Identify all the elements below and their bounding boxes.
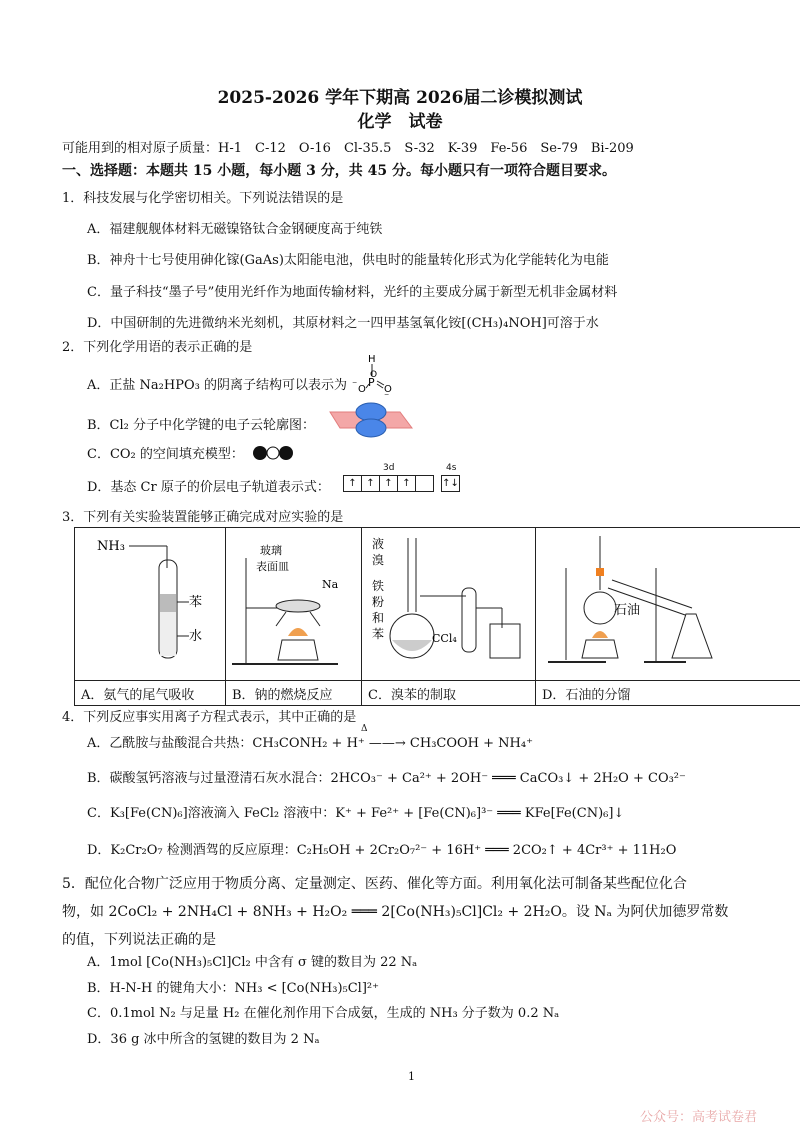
water-layer — [160, 612, 176, 656]
q2-option-c: C．CO₂ 的空间填充模型： — [87, 447, 244, 462]
section-heading: 一、选择题：本题共 15 小题，每小题 3 分，共 45 分。每小题只有一项符合题目要求。 — [62, 163, 616, 179]
lobe-top — [356, 403, 386, 421]
struct-p: P — [368, 376, 375, 389]
apparatus-table — [74, 527, 800, 706]
label-iron3: 和 — [372, 611, 385, 625]
apparatus-b-figure — [226, 528, 361, 676]
watch-glass — [276, 600, 320, 612]
orbital-box: ↑ — [397, 475, 415, 492]
q5-stem-line3: 的值，下列说法正确的是 — [62, 932, 216, 948]
atomic-masses: 可能用到的相对原子质量：H-1 C-12 O-16 Cl-35.5 S-32 K-39 Fe-56 Se-79 Bi-209 — [62, 141, 634, 156]
struct-minus2: ⁻ — [384, 392, 390, 402]
q4-option-b: B．碳酸氢钙溶液与过量澄清石灰水混合：2HCO₃⁻ + Ca²⁺ + 2OH⁻ ═══ CaCO₃↓ + 2H₂O + CO₃²⁻ — [87, 771, 686, 786]
phosphite-structure — [350, 352, 420, 402]
label-liquid2: 溴 — [372, 553, 385, 567]
label-na: Na — [322, 578, 339, 591]
electron-cloud-figure — [326, 398, 416, 442]
struct-o-top: O — [370, 370, 378, 380]
q2-stem: 2．下列化学用语的表示正确的是 — [62, 340, 253, 355]
q2-option-a: A．正盐 Na₂HPO₃ 的阴离子结构可以表示为 — [87, 378, 347, 393]
stopper — [596, 568, 604, 576]
label-benzene: 苯 — [189, 595, 203, 610]
o-atom-right — [279, 446, 293, 460]
apparatus-d-figure — [536, 528, 800, 676]
label-oil: 石油 — [614, 603, 641, 618]
q4-option-d: D．K₂Cr₂O₇ 检测酒驾的反应原理：C₂H₅OH + 2Cr₂O₇²⁻ + 16H⁺ ═══ 2CO₂↑ + 4Cr³⁺ + 11H₂O — [87, 843, 677, 858]
alcohol-lamp — [278, 640, 318, 660]
q3-stem: 3．下列有关实验装置能够正确完成对应实验的是 — [62, 510, 344, 525]
label-glass1: 玻璃 — [260, 544, 282, 557]
exam-subtitle: 化学 试卷 — [357, 112, 443, 132]
orbital-label-4s: 4s — [446, 463, 457, 473]
apparatus-b — [226, 528, 362, 681]
benzene-layer — [160, 594, 176, 612]
orbital-diagram-3d — [343, 475, 434, 492]
orbital-label-3d: 3d — [383, 463, 395, 473]
orbital-box: ↑ — [379, 475, 397, 492]
label-ccl4: CCl₄ — [432, 632, 457, 645]
label-water: 水 — [189, 629, 203, 644]
watermark: 公众号：高考试卷君 — [640, 1110, 758, 1125]
q5-option-a: A．1mol [Co(NH₃)₅Cl]Cl₂ 中含有 σ 键的数目为 22 Nₐ — [87, 955, 418, 970]
q1-option-d: D．中国研制的先进微纳米光刻机，其原材料之一四甲基氢氧化铵[(CH₃)₄NOH]可溶于水 — [87, 316, 599, 331]
q1-option-b: B．神舟十七号使用砷化镓(GaAs)太阳能电池，供电时的能量转化形式为化学能转化为电能 — [87, 253, 609, 268]
orbital-box-4s: ↑↓ — [441, 475, 460, 492]
apparatus-d — [536, 528, 800, 681]
apparatus-a-figure — [75, 528, 225, 676]
beaker — [490, 624, 520, 658]
caption-d: D．石油的分馏 — [536, 681, 800, 706]
label-iron4: 苯 — [372, 627, 385, 641]
page-number: 1 — [408, 1070, 415, 1083]
flame — [288, 628, 308, 636]
orbital-diagram-4s — [441, 475, 460, 492]
absorb-tube — [462, 588, 476, 652]
struct-o-left: O — [358, 384, 366, 395]
struct-o-right: O — [384, 384, 392, 395]
q4-stem: 4．下列反应事实用离子方程式表示，其中正确的是 — [62, 710, 357, 725]
label-iron1: 铁 — [372, 579, 385, 593]
q5-stem-line2: 物，如 2CoCl₂ + 2NH₄Cl + 8NH₃ + H₂O₂ ═══ 2[Co(NH₃)₅Cl]Cl₂ + 2H₂O。设 Nₐ 为阿伏加德罗常数 — [62, 904, 729, 920]
label-liquid1: 液 — [372, 537, 385, 551]
q5-option-c: C．0.1mol N₂ 与足量 H₂ 在催化剂作用下合成氨，生成的 NH₃ 分子数为 0.2 Nₐ — [87, 1006, 560, 1021]
distilling-flask — [584, 592, 616, 624]
lobe-bottom — [356, 419, 386, 437]
heat-symbol: Δ — [361, 724, 368, 734]
caption-c: C．溴苯的制取 — [362, 681, 536, 706]
caption-a: A．氨气的尾气吸收 — [75, 681, 226, 706]
q4-option-a: A．乙酰胺与盐酸混合共热：CH₃CONH₂ + H⁺ ——→ CH₃COOH + NH₄⁺ — [87, 736, 533, 751]
apparatus-c-figure — [362, 528, 535, 676]
o-atom-left — [253, 446, 267, 460]
label-nh3: NH₃ — [97, 539, 125, 554]
receiving-flask — [672, 614, 712, 658]
q5-option-d: D．36 g 冰中所含的氢键的数目为 2 Nₐ — [87, 1032, 320, 1047]
co2-model — [252, 444, 302, 462]
apparatus-a — [75, 528, 226, 681]
orbital-box — [415, 475, 434, 492]
q1-option-a: A．福建舰舰体材料无磁镍铬钛合金钢硬度高于纯铁 — [87, 222, 383, 237]
label-iron2: 粉 — [372, 595, 385, 609]
struct-h: H — [368, 354, 376, 365]
q2-option-b: B．Cl₂ 分子中化学键的电子云轮廓图： — [87, 418, 316, 433]
label-glass2: 表面皿 — [256, 560, 289, 573]
orbital-box: ↑ — [343, 475, 361, 492]
orbital-box: ↑ — [361, 475, 379, 492]
q5-option-b: B．H-N-H 的键角大小：NH₃ < [Co(NH₃)₅Cl]²⁺ — [87, 981, 379, 996]
q4-option-c: C．K₃[Fe(CN)₆]溶液滴入 FeCl₂ 溶液中：K⁺ + Fe²⁺ + [Fe(CN)₆]³⁻ ═══ KFe[Fe(CN)₆]↓ — [87, 806, 625, 821]
flask — [390, 614, 434, 658]
caption-b: B．钠的燃烧反应 — [226, 681, 362, 706]
q1-option-c: C．量子科技“墨子号”使用光纤作为地面传输材料，光纤的主要成分属于新型无机非金属材料 — [87, 285, 618, 300]
c-atom — [267, 447, 279, 459]
exam-title: 2025-2026 学年下期高 2026届二诊模拟测试 — [217, 88, 583, 108]
struct-minus1: ⁻ — [352, 380, 358, 391]
apparatus-c — [362, 528, 536, 681]
q5-stem-line1: 5．配位化合物广泛应用于物质分离、定量测定、医药、催化等方面。利用氧化法可制备某些配位化合 — [62, 876, 687, 892]
q2-option-d: D．基态 Cr 原子的价层电子轨道表示式： — [87, 480, 330, 495]
q1-stem: 1．科技发展与化学密切相关。下列说法错误的是 — [62, 191, 344, 206]
